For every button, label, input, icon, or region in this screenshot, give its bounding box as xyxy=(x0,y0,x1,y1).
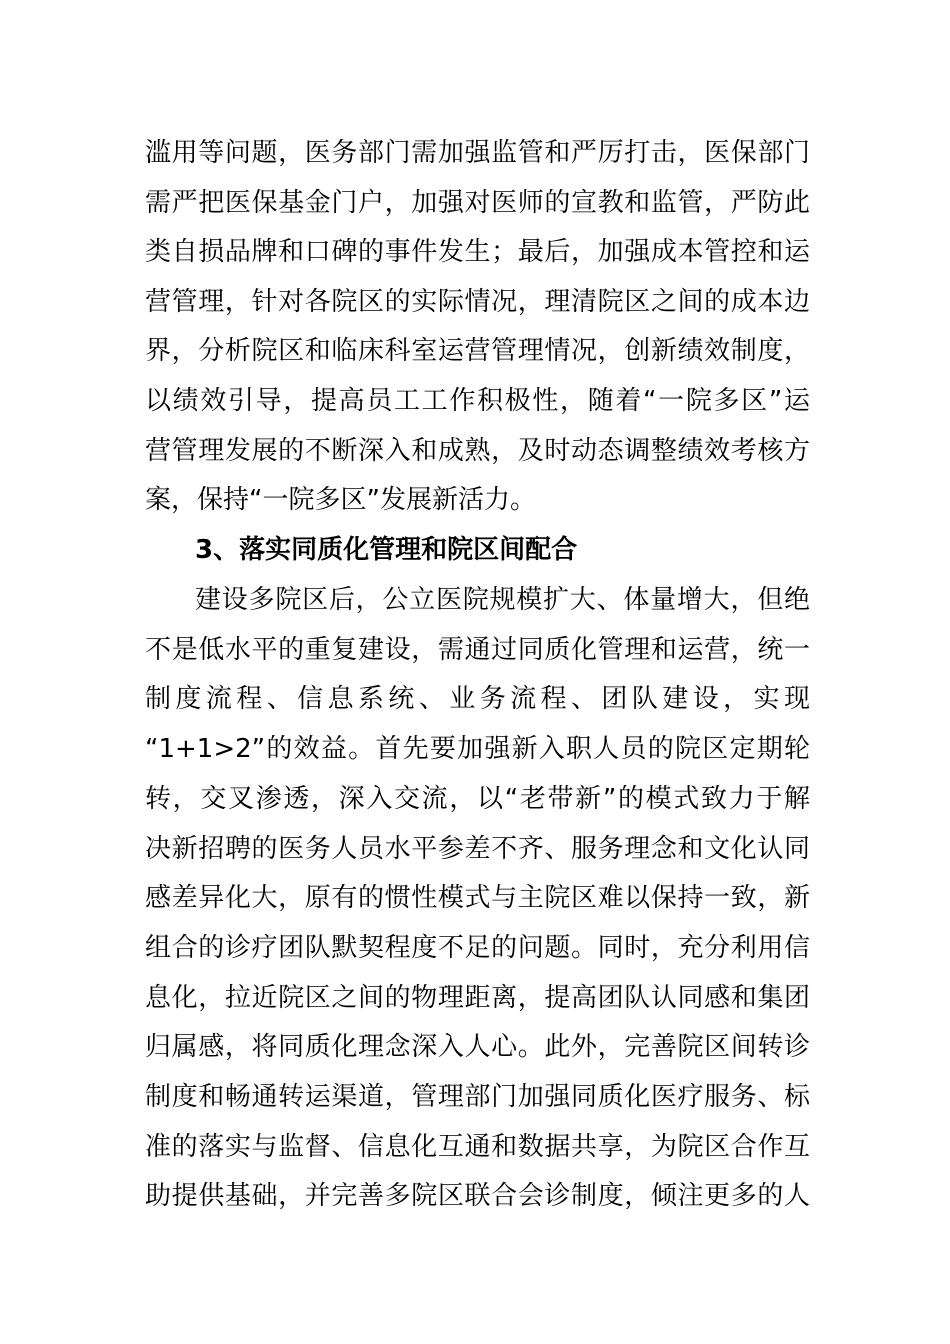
paragraph-line: 助提供基础，并完善多院区联合会诊制度，倾注更多的人 xyxy=(145,1181,810,1211)
paragraph-line: 组合的诊疗团队默契程度不足的问题。同时，充分利用信 xyxy=(145,933,810,963)
paragraph-line: 案，保持“一院多区”发展新活力。 xyxy=(145,485,536,515)
paragraph-line: 不是低水平的重复建设，需通过同质化管理和运营，统一 xyxy=(145,635,810,665)
paragraph-line: 界，分析院区和临床科室运营管理情况，创新绩效制度， xyxy=(145,336,810,366)
paragraph-line: 归属感，将同质化理念深入人心。此外，完善院区间转诊 xyxy=(145,1032,810,1062)
paragraph-line: 制度流程、信息系统、业务流程、团队建设，实现 xyxy=(145,684,810,714)
paragraph-line: 准的落实与监督、信息化互通和数据共享，为院区合作互 xyxy=(145,1132,810,1162)
paragraph-line: 以绩效引导，提高员工工作积极性，随着“一院多区”运 xyxy=(145,386,810,416)
paragraph-line: 建设多院区后，公立医院规模扩大、体量增大，但绝 xyxy=(195,585,810,615)
paragraph-line: 转，交叉渗透，深入交流，以“老带新”的模式致力于解 xyxy=(145,784,810,814)
paragraph-line: 滥用等问题，医务部门需加强监管和严厉打击，医保部门 xyxy=(145,138,810,168)
paragraph-line: 类自损品牌和口碑的事件发生；最后，加强成本管控和运 xyxy=(145,237,810,267)
paragraph-line: 感差异化大，原有的惯性模式与主院区难以保持一致，新 xyxy=(145,883,810,913)
paragraph-line: 营管理，针对各院区的实际情况，理清院区之间的成本边 xyxy=(145,287,810,317)
paragraph-line: 需严把医保基金门户，加强对医师的宣教和监管，严防此 xyxy=(145,188,810,218)
section-heading: 3、落实同质化管理和院区间配合 xyxy=(195,535,578,565)
paragraph-line: “1+1>2”的效益。首先要加强新入职人员的院区定期轮 xyxy=(145,734,810,764)
paragraph-line: 制度和畅通转运渠道，管理部门加强同质化医疗服务、标 xyxy=(145,1082,810,1112)
paragraph-line: 营管理发展的不断深入和成熟，及时动态调整绩效考核方 xyxy=(145,436,810,466)
paragraph-line: 决新招聘的医务人员水平参差不齐、服务理念和文化认同 xyxy=(145,834,810,864)
paragraph-line: 息化，拉近院区之间的物理距离，提高团队认同感和集团 xyxy=(145,983,810,1013)
